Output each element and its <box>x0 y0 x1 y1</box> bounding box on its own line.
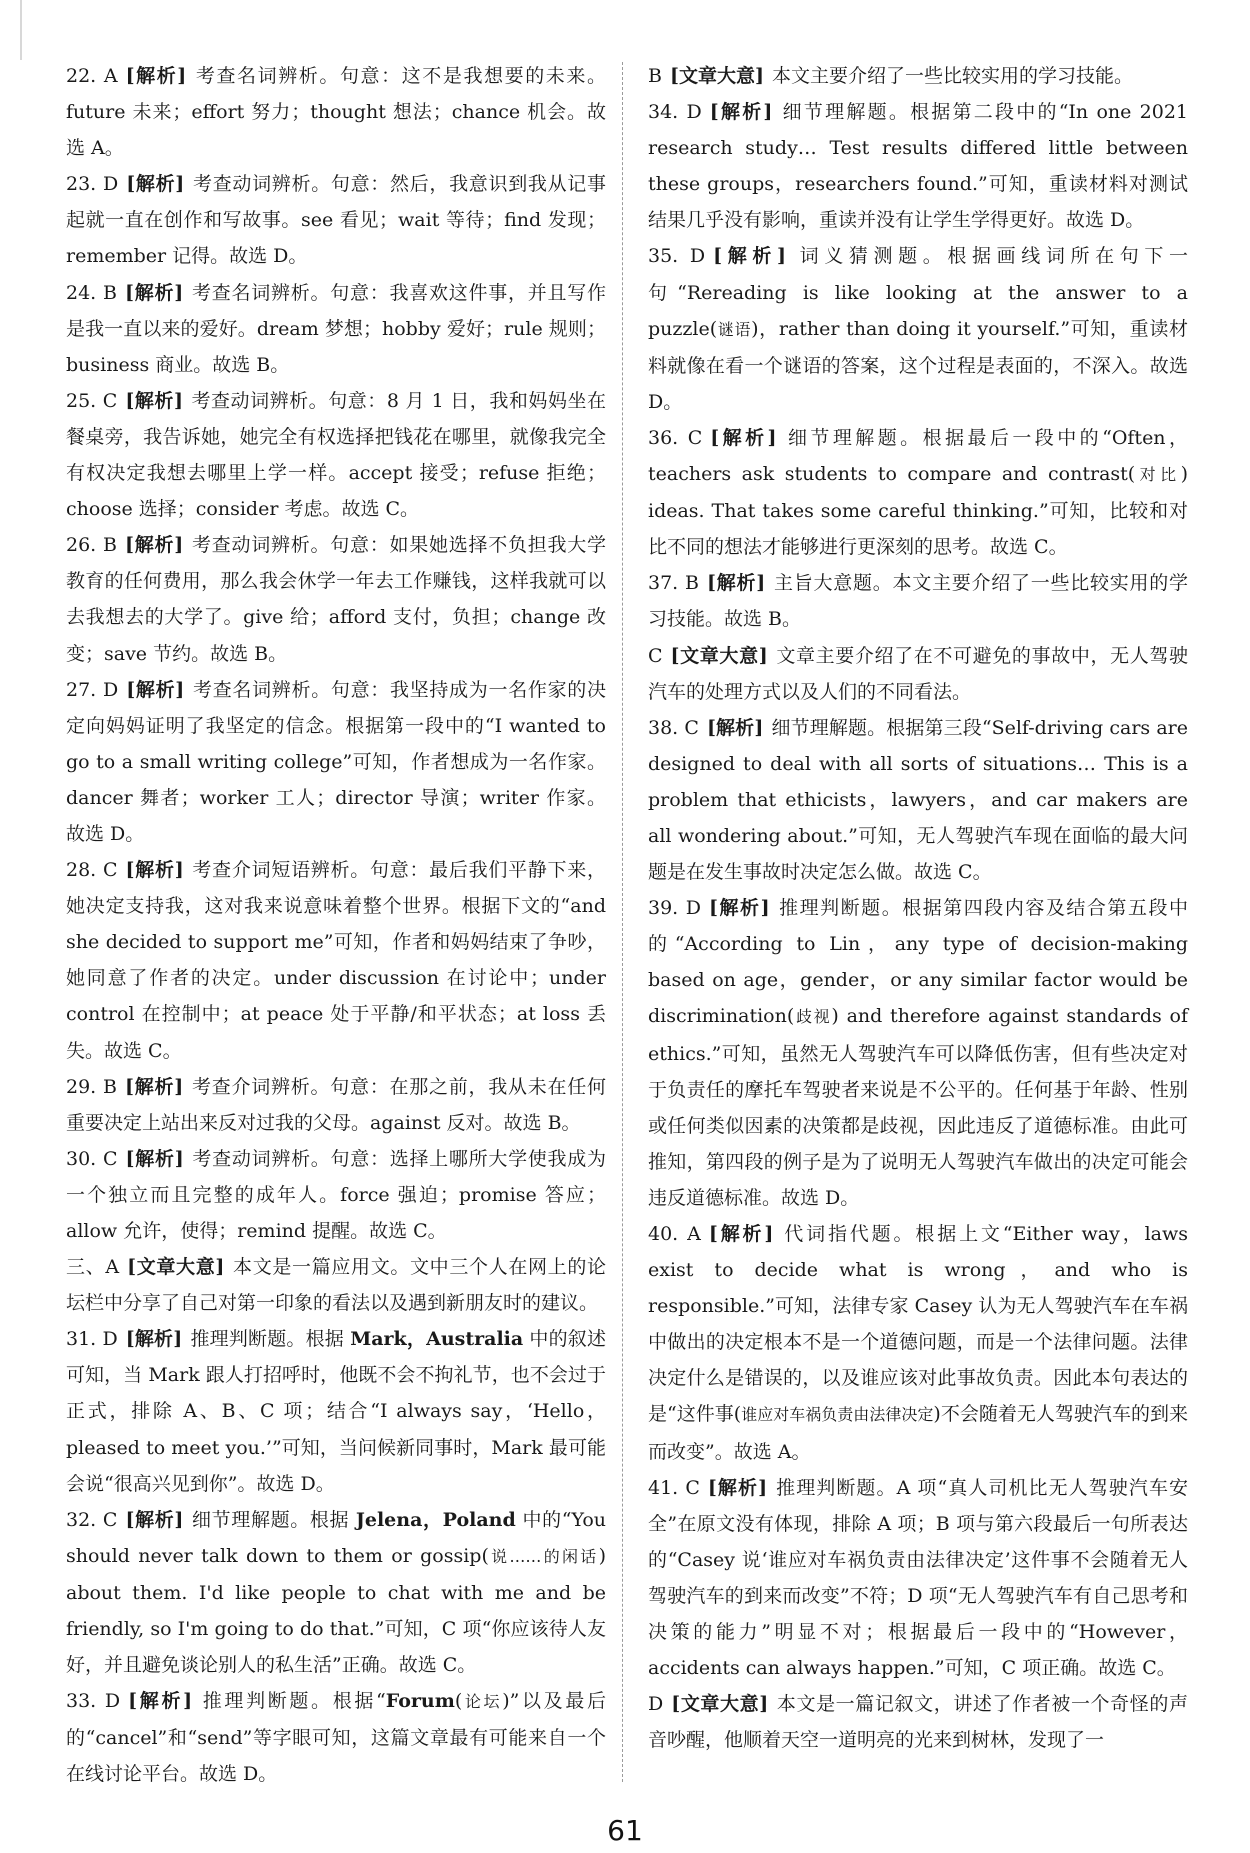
answer-number: 30. C <box>66 1147 118 1170</box>
answer-text: 考查名词辨析。句意：这不是我想要的未来。future 未来；effort 努力；thought 想法；chance 机会。故选 A。 <box>66 65 606 160</box>
answer-text: 文章主要介绍了在不可避免的事故中，无人驾驶汽车的处理方式以及人们的不同看法。 <box>648 644 1188 703</box>
answer-entry-q31 <box>66 1321 606 1501</box>
answer-text: )，rather than doing it yourself.”可知，重读材料就像在看一个谜语的答案，这个过程是表面的，不深入。故选 D。 <box>648 317 1188 413</box>
answer-number: 32. C <box>66 1508 118 1531</box>
answer-entry-q26 <box>66 527 606 671</box>
answer-entry-s3d <box>648 1686 1188 1758</box>
answer-entry-q32 <box>66 1502 606 1683</box>
answer-text: ) about them. I'd like people to chat with me and be friendly, so I'm going to do that.”可知，C 项“你应该待人友好，并且避免谈论别人的私生活”正确。故选 C。 <box>66 1544 606 1677</box>
answer-number: 40. A <box>648 1223 701 1245</box>
answer-text: 细节理解题。根据 <box>191 1508 356 1531</box>
answer-tag: [解析] <box>124 534 184 557</box>
answer-text: 考查动词辨析。句意：然后，我意识到我从记事起就一直在创作和写故事。see 看见；wait 等待；find 发现；remember 记得。故选 D。 <box>66 173 606 268</box>
answer-text: 考查动词辨析。句意：8 月 1 日，我和妈妈坐在餐桌旁，我告诉她，她完全有权选择把钱花在哪里，就像我完全有权决定我想去哪里上学一样。accept 接受；refuse 拒绝；choose 选择；consider 考虑。故选 C。 <box>66 389 607 521</box>
answer-tag: [文章大意] <box>127 1256 225 1279</box>
answer-number: 31. D <box>66 1328 118 1351</box>
answer-text: ) ideas. That takes some careful thinking.”可知，比较和对比不同的想法才能够进行更深刻的思考。故选 C。 <box>648 463 1188 559</box>
gloss-note: 说……的闲话 <box>488 1546 599 1566</box>
answer-tag: [解析] <box>710 426 777 449</box>
binding-edge-mark <box>20 0 22 60</box>
answer-text: 细节理解题。根据最后一段中的“Often，teachers ask students to compare and contrast( <box>648 426 1188 486</box>
answer-tag: [解析] <box>125 1508 184 1531</box>
source-name: Mark，Australia <box>350 1328 524 1351</box>
answer-entry-q27 <box>66 672 606 852</box>
answer-entry-q25 <box>66 383 606 527</box>
answer-entry-q34 <box>648 94 1188 238</box>
answer-text: 词义猜测题。根据画线词所在句下一句“Rereading is like looking at the answer to a puzzle( <box>648 245 1188 340</box>
answer-tag: [解析] <box>713 245 786 268</box>
answer-entry-q28 <box>66 852 606 1069</box>
answer-tag: [解析] <box>708 1223 774 1245</box>
answer-number: 28. C <box>66 859 118 882</box>
answer-entry-s3a <box>66 1249 606 1321</box>
gloss-note: 对比 <box>1135 465 1181 485</box>
answer-tag: [解析] <box>125 1147 184 1170</box>
answer-tag: [解析] <box>124 281 184 304</box>
answer-text: 考查名词辨析。句意：我喜欢这件事，并且写作是我一直以来的爱好。dream 梦想；hobby 爱好；rule 规则；business 商业。故选 B。 <box>66 281 606 376</box>
answer-tag: [解析] <box>125 389 183 412</box>
answer-text: 考查介词辨析。句意：在那之前，我从未在任何重要决定上站出来反对过我的父母。against 反对。故选 B。 <box>66 1075 606 1134</box>
answer-text: 本文是一篇应用文。文中三个人在网上的论坛栏中分享了自己对第一印象的看法以及遇到新朋友时的建议。 <box>66 1256 606 1315</box>
answer-tag: [解析] <box>706 572 766 595</box>
left-column <box>66 58 606 1793</box>
answer-number: 35. D <box>648 245 706 268</box>
answer-text: 细节理解题。根据第三段“Self-driving cars are designed to deal with all sorts of situations… This is a problem that ethicists，lawyers，and car makers are all wondering about.”可知，无人驾驶汽车现在面临的最大问题是在发生事故时决定怎么做。故选 C。 <box>648 716 1189 884</box>
answer-tag: [解析] <box>126 173 185 196</box>
answer-text: 推理判断题。A 项“真人司机比无人驾驶汽车安全”在原文没有体现，排除 A 项；B 项与第六段最后一句所表达的“Casey 说‘谁应对车祸负责由法律决定’这件事不会随着无人驾驶汽车的到来而改变”不符；D 项“无人驾驶汽车有自己思考和决策的能力”明显不对；根据最后一段中的“However，accidents can always happen.”可知，C 项正确。故选 C。 <box>648 1476 1189 1680</box>
answer-tag: [解析] <box>709 897 770 920</box>
answer-number: 23. D <box>66 173 119 196</box>
answer-number: 24. B <box>66 281 117 304</box>
answer-text: 考查动词辨析。句意：如果她选择不负担我大学教育的任何费用，那么我会休学一年去工作赚钱，这样我就可以去我想去的大学了。give 给；afford 支付，负担；change 改变；save 节约。故选 B。 <box>66 534 606 665</box>
answer-text: 考查介词短语辨析。句意：最后我们平静下来，她决定支持我，这对我来说意味着整个世界。根据下文的“and she decided to support me”可知，作者和妈妈结束了争吵，她同意了作者的决定。under discussion 在讨论中；under control 在控制中；at peace 处于平静/和平状态；at loss 丢失。故选 C。 <box>66 859 606 1062</box>
answer-text: )”以及最后的“cancel”和“send”等字眼可知，这篇文章最有可能来自一个在线讨论平台。故选 D。 <box>66 1690 606 1786</box>
answer-entry-q41 <box>648 1470 1188 1687</box>
answer-text: ) and therefore against standards of ethics.”可知，虽然无人驾驶汽车可以降低伤害，但有些决定对于负责任的摩托车驾驶者来说是不公平的。任何基于年龄、性别或任何类似因素的决策都是歧视，因此违反了道德标准。由此可推知，第四段的例子是为了说明无人驾驶汽车做出的决定可能会违反道德标准。故选 D。 <box>648 1005 1188 1209</box>
answer-text: 推理判断题。根据“ <box>200 1690 386 1713</box>
answer-number: 33. D <box>66 1690 121 1713</box>
answer-text: 推理判断题。根据 <box>190 1328 351 1351</box>
answer-number: 38. C <box>648 716 699 739</box>
gloss-note: 谁应对车祸负责由法律决定 <box>741 1405 934 1425</box>
source-name: Jelena，Poland <box>355 1508 516 1531</box>
answer-text: 中的叙述可知，当 Mark 跟人打招呼时，他既不会不拘礼节，也不会过于正式，排除 A、B、C 项；结合“I always say，‘Hello，pleased to meet you.’”可知，当问候新同事时，Mark 最可能会说“很高兴见到你”。故选 D。 <box>66 1328 607 1495</box>
answer-text: )不会随着无人驾驶汽车的到来而改变”。故选 A。 <box>648 1403 1188 1463</box>
answer-entry-q33 <box>66 1683 606 1792</box>
gloss-note: 谜语 <box>717 319 752 339</box>
page-number: 61 <box>607 1814 643 1847</box>
answer-number: 37. B <box>648 572 699 595</box>
answer-text: 中的“You should never talk down to them or gossip( <box>66 1508 607 1567</box>
answer-entry-q29 <box>66 1069 606 1141</box>
answer-text: 本文是一篇记叙文，讲述了作者被一个奇怪的声音吵醒，他顺着天空一道明亮的光来到树林，发现了一 <box>648 1693 1188 1752</box>
answer-number: 29. B <box>66 1075 117 1098</box>
answer-number: 34. D <box>648 101 702 124</box>
gloss-note: 论坛 <box>462 1692 503 1712</box>
answer-number: 27. D <box>66 678 119 701</box>
answer-tag: [解析] <box>125 65 187 87</box>
answer-text: ( <box>454 1690 463 1713</box>
answer-entry-q22 <box>66 58 606 166</box>
answer-text: 考查名词辨析。句意：我坚持成为一名作家的决定向妈妈证明了我坚定的信念。根据第一段中的“I wanted to go to a small writing college”可知，作者想成为一名作家。dancer 舞者；worker 工人；director 导演；writer 作家。故选 D。 <box>66 678 606 845</box>
column-divider <box>622 62 623 1782</box>
answer-number: 25. C <box>66 389 118 412</box>
answer-entry-q30 <box>66 1141 606 1249</box>
answer-number: D <box>648 1693 664 1716</box>
answer-tag: [文章大意] <box>669 65 764 87</box>
answer-tag: [解析] <box>709 101 773 124</box>
answer-entry-q38 <box>648 710 1188 890</box>
answer-entry-q35 <box>648 238 1188 419</box>
answer-entry-q36 <box>648 420 1188 565</box>
answer-text: 主旨大意题。本文主要介绍了一些比较实用的学习技能。故选 B。 <box>648 572 1188 631</box>
answer-entry-s3b <box>648 58 1188 94</box>
answer-tag: [解析] <box>128 1690 193 1713</box>
answer-entry-q23 <box>66 166 606 274</box>
answer-entry-s3c <box>648 638 1188 710</box>
answer-number: 22. A <box>66 65 118 87</box>
answer-tag: [文章大意] <box>670 644 768 667</box>
answer-tag: [文章大意] <box>671 1693 769 1716</box>
answer-tag: [解析] <box>124 1075 184 1098</box>
answer-entry-q37 <box>648 565 1188 637</box>
answer-text: 考查动词辨析。句意：选择上哪所大学使我成为一个独立而且完整的成年人。force 强迫；promise 答应；allow 允许，使得；remind 提醒。故选 C。 <box>66 1147 606 1242</box>
answer-tag: [解析] <box>707 1476 768 1499</box>
answer-number: C <box>648 644 663 667</box>
answer-tag: [解析] <box>706 716 764 739</box>
answer-tag: [解析] <box>125 859 184 882</box>
source-name: Forum <box>385 1690 455 1713</box>
answer-text: 细节理解题。根据第二段中的“In one 2021 research study… Test results differed little between these groups，researchers found.”可知，重读材料对测试结果几乎没有影响，重读并没有让学生学得更好。故选 D。 <box>648 101 1188 232</box>
answer-tag: [解析] <box>126 678 185 701</box>
answer-entry-q39 <box>648 890 1188 1216</box>
answer-tag: [解析] <box>125 1328 183 1351</box>
gloss-note: 歧视 <box>794 1007 832 1027</box>
answer-text: 代词指代题。根据上文“Either way，laws exist to decide what is wrong，and who is responsible.”可知，法律专家 Casey 认为无人驾驶汽车在车祸中做出的决定根本不是一个道德问题，而是一个法律问题。法律决定什么是错误的，以及谁应该对此事故负责。因此本句表达的是“这件事( <box>648 1223 1188 1426</box>
answer-number: 41. C <box>648 1476 700 1499</box>
answer-text: 本文主要介绍了一些比较实用的学习技能。 <box>771 65 1133 87</box>
answer-number: 36. C <box>648 426 703 449</box>
answer-number: B <box>648 65 662 87</box>
right-column <box>648 58 1188 1758</box>
answer-number: 三、A <box>66 1256 120 1279</box>
answer-number: 26. B <box>66 534 117 557</box>
answer-number: 39. D <box>648 897 702 920</box>
answer-text: 推理判断题。根据第四段内容及结合第五段中的“According to Lin，any type of decision-making based on age，gender，or any similar factor would be discrimination( <box>648 897 1188 1028</box>
answer-entry-q40 <box>648 1216 1188 1470</box>
answer-entry-q24 <box>66 275 606 383</box>
